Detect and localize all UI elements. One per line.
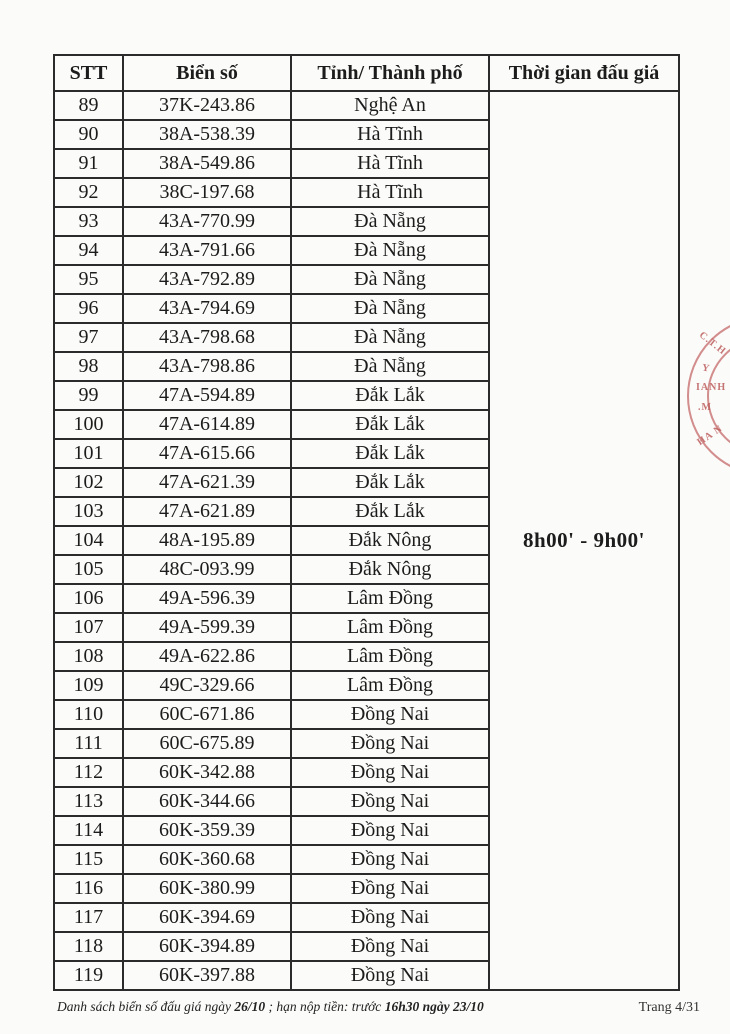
cell-auction-time: 8h00' - 9h00' bbox=[489, 91, 679, 990]
stamp-text-fragment: C.T.H bbox=[696, 329, 729, 358]
footer-note bbox=[57, 999, 484, 1015]
cell-plate: 43A-770.99 bbox=[123, 207, 291, 236]
cell-plate: 60C-675.89 bbox=[123, 729, 291, 758]
cell-province: Đắk Nông bbox=[291, 526, 489, 555]
stamp-text-fragment: Y bbox=[701, 362, 712, 375]
cell-province: Đắk Nông bbox=[291, 555, 489, 584]
cell-stt: 101 bbox=[54, 439, 123, 468]
cell-stt: 97 bbox=[54, 323, 123, 352]
cell-stt: 110 bbox=[54, 700, 123, 729]
footer-segment: ; hạn nộp tiền: trước bbox=[265, 999, 385, 1014]
cell-province: Đà Nẵng bbox=[291, 352, 489, 381]
cell-province: Lâm Đồng bbox=[291, 584, 489, 613]
stamp-text-fragment: HA N bbox=[695, 423, 725, 448]
cell-stt: 96 bbox=[54, 294, 123, 323]
stamp-inner-ring-icon bbox=[707, 336, 730, 456]
cell-province: Đồng Nai bbox=[291, 816, 489, 845]
cell-stt: 111 bbox=[54, 729, 123, 758]
cell-province: Đắk Lắk bbox=[291, 439, 489, 468]
cell-province: Đắk Lắk bbox=[291, 381, 489, 410]
cell-stt: 89 bbox=[54, 91, 123, 120]
stamp-text-fragment: .M bbox=[698, 402, 712, 413]
cell-stt: 90 bbox=[54, 120, 123, 149]
cell-province: Đồng Nai bbox=[291, 729, 489, 758]
cell-stt: 108 bbox=[54, 642, 123, 671]
cell-plate: 60K-380.99 bbox=[123, 874, 291, 903]
footer-segment: Danh sách biển số đấu giá ngày bbox=[57, 999, 235, 1014]
cell-stt: 114 bbox=[54, 816, 123, 845]
cell-plate: 47A-614.89 bbox=[123, 410, 291, 439]
cell-stt: 113 bbox=[54, 787, 123, 816]
cell-plate: 37K-243.86 bbox=[123, 91, 291, 120]
cell-stt: 107 bbox=[54, 613, 123, 642]
cell-plate: 43A-798.86 bbox=[123, 352, 291, 381]
cell-plate: 49A-596.39 bbox=[123, 584, 291, 613]
cell-plate: 43A-794.69 bbox=[123, 294, 291, 323]
cell-stt: 99 bbox=[54, 381, 123, 410]
stamp-text-fragment: IANH bbox=[696, 382, 727, 393]
cell-stt: 117 bbox=[54, 903, 123, 932]
cell-plate: 38C-197.68 bbox=[123, 178, 291, 207]
cell-stt: 106 bbox=[54, 584, 123, 613]
cell-plate: 60K-342.88 bbox=[123, 758, 291, 787]
cell-plate: 49C-329.66 bbox=[123, 671, 291, 700]
table-row bbox=[54, 91, 679, 120]
cell-stt: 95 bbox=[54, 265, 123, 294]
cell-plate: 49A-622.86 bbox=[123, 642, 291, 671]
cell-province: Đồng Nai bbox=[291, 874, 489, 903]
cell-stt: 115 bbox=[54, 845, 123, 874]
cell-plate: 60C-671.86 bbox=[123, 700, 291, 729]
cell-plate: 43A-792.89 bbox=[123, 265, 291, 294]
cell-stt: 118 bbox=[54, 932, 123, 961]
cell-plate: 43A-798.68 bbox=[123, 323, 291, 352]
cell-plate: 60K-397.88 bbox=[123, 961, 291, 990]
cell-province: Đồng Nai bbox=[291, 845, 489, 874]
cell-province: Lâm Đồng bbox=[291, 642, 489, 671]
table-header-row bbox=[54, 55, 679, 91]
cell-plate: 60K-360.68 bbox=[123, 845, 291, 874]
cell-plate: 48C-093.99 bbox=[123, 555, 291, 584]
cell-stt: 92 bbox=[54, 178, 123, 207]
cell-stt: 103 bbox=[54, 497, 123, 526]
cell-plate: 60K-394.69 bbox=[123, 903, 291, 932]
cell-province: Đà Nẵng bbox=[291, 323, 489, 352]
cell-province: Đắk Lắk bbox=[291, 497, 489, 526]
cell-province: Nghệ An bbox=[291, 91, 489, 120]
cell-stt: 116 bbox=[54, 874, 123, 903]
cell-plate: 47A-621.39 bbox=[123, 468, 291, 497]
cell-stt: 105 bbox=[54, 555, 123, 584]
cell-plate: 38A-538.39 bbox=[123, 120, 291, 149]
col-header-plate: Biển số bbox=[123, 55, 291, 91]
page-number: Trang 4/31 bbox=[638, 1000, 700, 1015]
table-body bbox=[54, 91, 679, 990]
cell-stt: 100 bbox=[54, 410, 123, 439]
cell-stt: 109 bbox=[54, 671, 123, 700]
cell-province: Đồng Nai bbox=[291, 700, 489, 729]
cell-stt: 91 bbox=[54, 149, 123, 178]
cell-province: Đà Nẵng bbox=[291, 265, 489, 294]
cell-plate: 60K-344.66 bbox=[123, 787, 291, 816]
cell-province: Đồng Nai bbox=[291, 961, 489, 990]
cell-province: Đắk Lắk bbox=[291, 410, 489, 439]
cell-plate: 60K-394.89 bbox=[123, 932, 291, 961]
cell-plate: 48A-195.89 bbox=[123, 526, 291, 555]
cell-province: Đà Nẵng bbox=[291, 236, 489, 265]
cell-plate: 47A-615.66 bbox=[123, 439, 291, 468]
cell-province: Đà Nẵng bbox=[291, 207, 489, 236]
cell-province: Đồng Nai bbox=[291, 903, 489, 932]
cell-plate: 47A-594.89 bbox=[123, 381, 291, 410]
cell-plate: 49A-599.39 bbox=[123, 613, 291, 642]
cell-stt: 98 bbox=[54, 352, 123, 381]
col-header-stt: STT bbox=[54, 55, 123, 91]
cell-plate: 60K-359.39 bbox=[123, 816, 291, 845]
stamp-outer-ring-icon bbox=[687, 316, 730, 476]
cell-stt: 102 bbox=[54, 468, 123, 497]
footer-auction-date: 26/10 bbox=[234, 999, 266, 1014]
cell-plate: 47A-621.89 bbox=[123, 497, 291, 526]
cell-province: Hà Tĩnh bbox=[291, 120, 489, 149]
cell-stt: 119 bbox=[54, 961, 123, 990]
cell-province: Đà Nẵng bbox=[291, 294, 489, 323]
footer-deadline: 16h30 ngày 23/10 bbox=[384, 999, 484, 1014]
cell-plate: 38A-549.86 bbox=[123, 149, 291, 178]
cell-stt: 112 bbox=[54, 758, 123, 787]
cell-province: Lâm Đồng bbox=[291, 613, 489, 642]
cell-province: Hà Tĩnh bbox=[291, 178, 489, 207]
cell-stt: 104 bbox=[54, 526, 123, 555]
cell-stt: 94 bbox=[54, 236, 123, 265]
cell-plate: 43A-791.66 bbox=[123, 236, 291, 265]
cell-province: Lâm Đồng bbox=[291, 671, 489, 700]
col-header-time: Thời gian đấu giá bbox=[489, 55, 679, 91]
cell-province: Đồng Nai bbox=[291, 787, 489, 816]
col-header-province: Tỉnh/ Thành phố bbox=[291, 55, 489, 91]
cell-stt: 93 bbox=[54, 207, 123, 236]
cell-province: Đồng Nai bbox=[291, 932, 489, 961]
cell-province: Đắk Lắk bbox=[291, 468, 489, 497]
cell-province: Đồng Nai bbox=[291, 758, 489, 787]
cell-province: Hà Tĩnh bbox=[291, 149, 489, 178]
auction-table bbox=[53, 54, 680, 991]
